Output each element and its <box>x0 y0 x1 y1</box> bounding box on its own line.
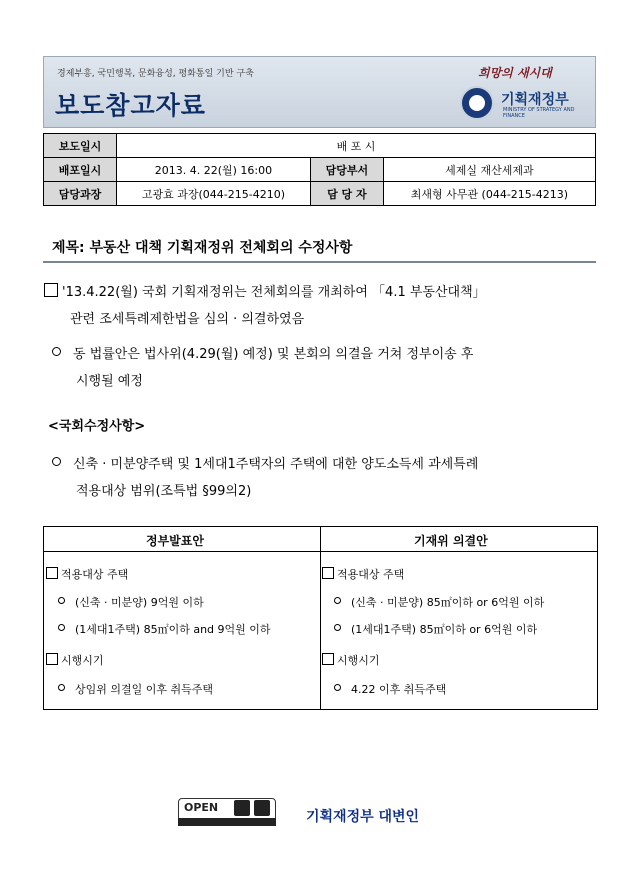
left-item-3-text: 상임위 의결일 이후 취득주택 <box>75 683 214 696</box>
bullet-circle-icon <box>334 597 341 604</box>
release-value: 2013. 4. 22(월) 16:00 <box>117 158 311 182</box>
bullet-circle-icon <box>58 624 65 631</box>
staff-value: 최새형 사무관 (044-215-4213) <box>383 182 595 206</box>
license-strip <box>178 818 276 826</box>
government-plan-header: 정부발표안 <box>146 534 204 548</box>
bullet-circle-icon <box>58 597 65 604</box>
spokesperson-footer: 기획재정부 대변인 <box>306 809 420 825</box>
left-section-2 <box>46 652 104 668</box>
amendment-subheading: <국회수정사항> <box>48 419 146 434</box>
comparison-header-rule <box>43 551 598 552</box>
staff-label: 담 당 자 <box>310 182 383 206</box>
ministry-name: 기획재정부 <box>501 92 569 108</box>
paragraph-1-text-2: 관련 조세특례제한법을 심의 · 의결하였음 <box>70 312 305 327</box>
paragraph-3-line-1 <box>52 454 478 475</box>
embargo-value: 배 포 시 <box>117 134 596 158</box>
section-value: 고광효 과장(044-215-4210) <box>117 182 311 206</box>
ministry-english-name: MINISTRY OF STRATEGY AND FINANCE <box>503 107 575 119</box>
checkbox-square-icon <box>322 653 334 665</box>
section-label: 담당과장 <box>44 182 117 206</box>
comparison-divider <box>320 526 321 710</box>
release-label: 배포일시 <box>44 158 117 182</box>
right-item-3 <box>334 681 446 697</box>
release-info-table <box>43 133 596 206</box>
right-section-2-label: 시행시기 <box>337 654 380 667</box>
info-row-contact <box>44 182 596 206</box>
right-section-2 <box>322 652 380 668</box>
right-section-1-label: 적용대상 주택 <box>337 568 405 581</box>
bullet-circle-icon <box>334 684 341 691</box>
paragraph-2-text-1: 동 법률안은 법사위(4.29(월) 예정) 및 본회의 의결을 거쳐 정부이송 후 <box>73 347 474 362</box>
paragraph-3-text-1: 신축 · 미분양주택 및 1세대1주택자의 주택에 대한 양도소득세 과세특례 <box>73 457 479 472</box>
dept-value: 세제실 재산세제과 <box>383 158 595 182</box>
header-slogan: 경제부흥, 국민행복, 문화융성, 평화통일 기반 구축 <box>57 69 254 79</box>
bullet-circle-icon <box>334 624 341 631</box>
bullet-circle-icon <box>52 457 61 466</box>
checkbox-square-icon <box>322 567 334 579</box>
info-row-embargo <box>44 134 596 158</box>
right-item-1-text: (신축 · 미분양) 85㎡이하 or 6억원 이하 <box>351 596 545 609</box>
committee-plan-header: 기재위 의결안 <box>414 534 488 548</box>
right-item-3-text: 4.22 이후 취득주택 <box>351 683 447 696</box>
bullet-circle-icon <box>52 347 61 356</box>
bullet-circle-icon <box>58 684 65 691</box>
left-item-2 <box>58 621 271 637</box>
right-item-1 <box>334 594 544 610</box>
paragraph-2-line-1 <box>52 344 473 365</box>
noncommercial-icon <box>254 800 270 816</box>
paragraph-1-text-1: '13.4.22(월) 국회 기획재정위는 전체회의를 개최하여 「4.1 부동산대책」 <box>62 285 486 300</box>
right-item-2 <box>334 621 537 637</box>
paragraph-3-text-2: 적용대상 범위(조특법 §99의2) <box>76 484 252 499</box>
embargo-label: 보도일시 <box>44 134 117 158</box>
document-title: 보도참고자료 <box>55 91 206 120</box>
paragraph-1-line-1 <box>44 282 486 303</box>
left-item-2-text: (1세대1주택) 85㎡이하 and 9억원 이하 <box>75 623 271 636</box>
emblem-center <box>469 95 485 111</box>
left-item-3 <box>58 681 213 697</box>
open-license-label: OPEN <box>184 801 219 814</box>
left-section-1-label: 적용대상 주택 <box>61 568 129 581</box>
left-item-1 <box>58 594 204 610</box>
info-row-release <box>44 158 596 182</box>
dept-label: 담당부서 <box>310 158 383 182</box>
heading-underline <box>43 261 596 263</box>
left-section-2-label: 시행시기 <box>61 654 104 667</box>
left-item-1-text: (신축 · 미분양) 9억원 이하 <box>75 596 204 609</box>
left-section-1 <box>46 566 128 582</box>
right-item-2-text: (1세대1주택) 85㎡이하 or 6억원 이하 <box>351 623 538 636</box>
checkbox-square-icon <box>46 653 58 665</box>
paragraph-2-text-2: 시행될 예정 <box>76 374 143 389</box>
press-heading: 제목: 부동산 대책 기획재정위 전체회의 수정사항 <box>52 240 353 256</box>
checkbox-square-icon <box>46 567 58 579</box>
checkbox-square-icon <box>44 283 58 297</box>
attribution-icon <box>234 800 250 816</box>
right-section-1 <box>322 566 404 582</box>
hope-slogan: 희망의 새시대 <box>478 66 552 80</box>
